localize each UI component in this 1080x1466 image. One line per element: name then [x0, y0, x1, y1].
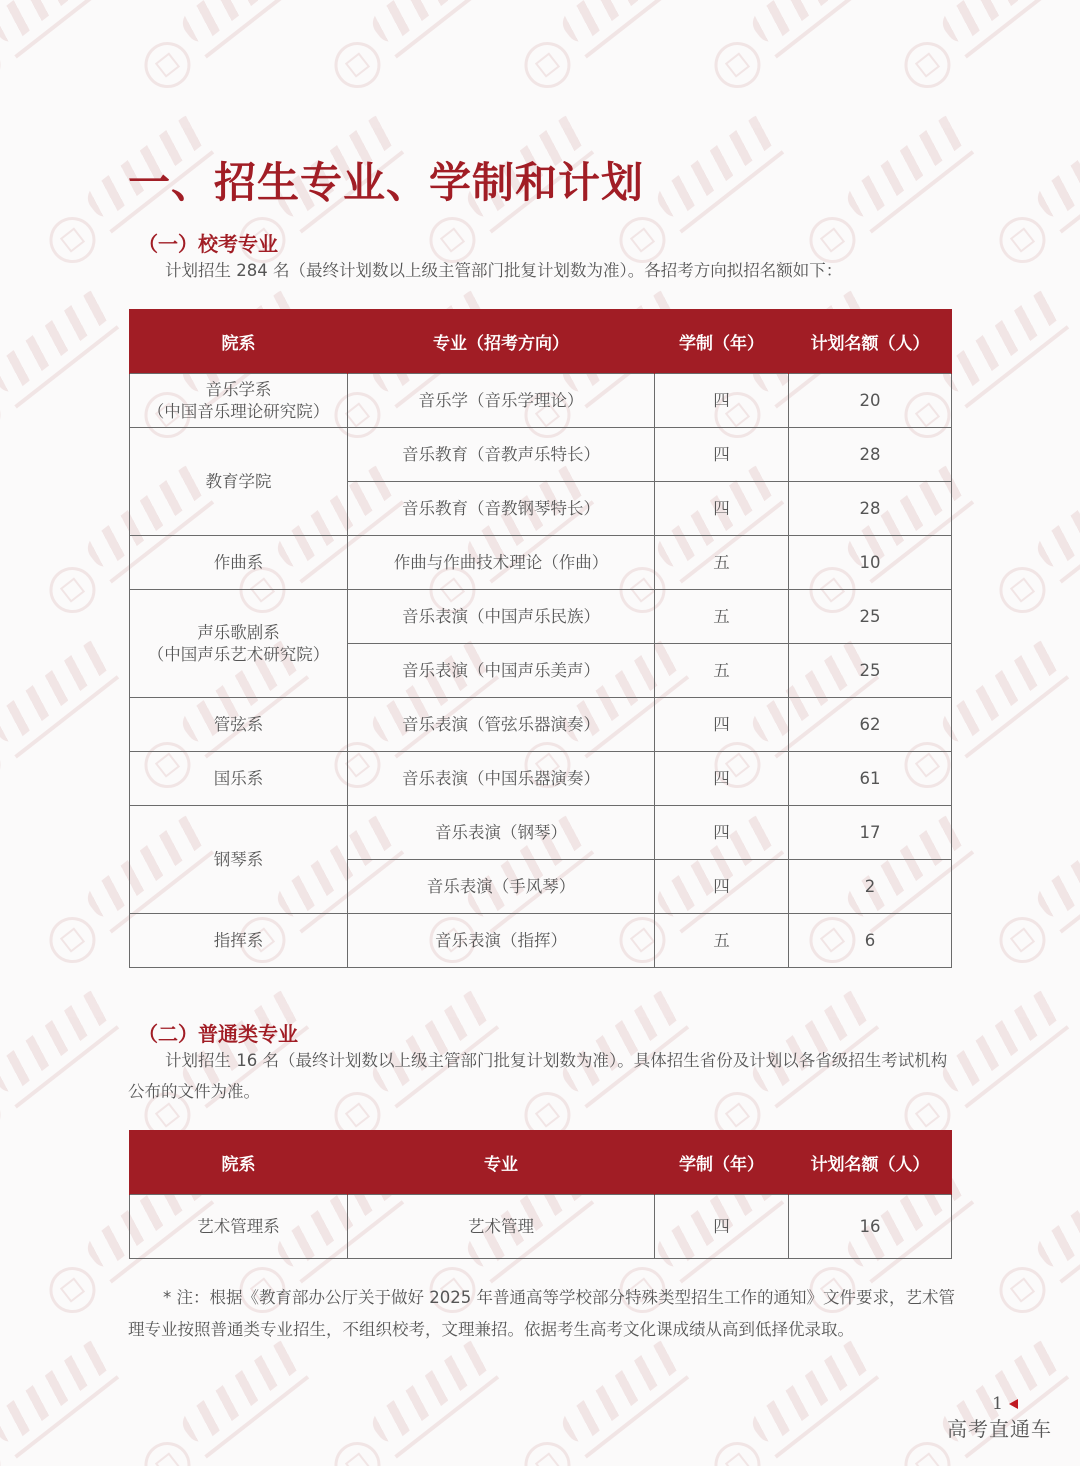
major-cell: 音乐表演（指挥）	[348, 914, 655, 968]
department-cell: 管弦系	[130, 698, 348, 752]
major-cell: 音乐表演（管弦乐器演奏）	[348, 698, 655, 752]
column-header-department: 院系	[130, 309, 348, 374]
section-heading-general: （二）普通类专业	[138, 1022, 298, 1046]
quota-cell: 16	[789, 1195, 952, 1259]
school-exam-majors-table	[129, 309, 952, 968]
major-cell: 音乐教育（音教钢琴特长）	[348, 482, 655, 536]
quota-cell: 17	[789, 806, 952, 860]
duration-cell: 四	[655, 860, 789, 914]
column-header-major: 专业（招考方向）	[348, 309, 655, 374]
table-header-row	[130, 1130, 952, 1195]
quota-cell: 61	[789, 752, 952, 806]
column-header-major: 专业	[348, 1130, 655, 1195]
quota-cell: 20	[789, 374, 952, 428]
department-cell: 国乐系	[130, 752, 348, 806]
table-row	[130, 698, 952, 752]
department-cell: 艺术管理系	[130, 1195, 348, 1259]
duration-cell: 五	[655, 590, 789, 644]
department-cell: 作曲系	[130, 536, 348, 590]
watermark-stamp	[114, 0, 345, 129]
table-row	[130, 914, 952, 968]
duration-cell: 五	[655, 536, 789, 590]
quota-cell: 10	[789, 536, 952, 590]
watermark-stamp	[969, 86, 1080, 304]
page-number	[992, 1394, 1018, 1414]
watermark-stamp	[874, 0, 1080, 129]
duration-cell: 四	[655, 806, 789, 860]
duration-cell: 四	[655, 428, 789, 482]
major-cell: 音乐表演（钢琴）	[348, 806, 655, 860]
table-row	[130, 806, 952, 860]
section-intro-general: 计划招生 16 名（最终计划数以上级主管部门批复计划数为准）。具体招生省份及计划以各省级招生考试机构公布的文件为准。	[128, 1051, 948, 1101]
table-row	[130, 374, 952, 428]
major-cell: 音乐表演（中国声乐美声）	[348, 644, 655, 698]
major-cell: 艺术管理	[348, 1195, 655, 1259]
duration-cell: 四	[655, 698, 789, 752]
quota-cell: 6	[789, 914, 952, 968]
department-name: 音乐学系 （中国音乐理论研究院）	[147, 379, 330, 421]
quota-cell: 28	[789, 428, 952, 482]
duration-cell: 五	[655, 644, 789, 698]
major-cell: 音乐表演（中国乐器演奏）	[348, 752, 655, 806]
general-majors-table	[129, 1130, 952, 1259]
quota-cell: 25	[789, 644, 952, 698]
quota-cell: 62	[789, 698, 952, 752]
department-cell	[130, 374, 348, 428]
major-cell: 音乐表演（手风琴）	[348, 860, 655, 914]
table-row	[130, 590, 952, 644]
watermark-stamp	[0, 0, 156, 129]
department-cell	[130, 590, 348, 698]
quota-cell: 28	[789, 482, 952, 536]
section-intro-school-exam: 计划招生 284 名（最终计划数以上级主管部门批复计划数为准）。各招考方向拟招名额如下：	[165, 261, 843, 280]
watermark-stamp	[969, 1136, 1080, 1354]
watermark-stamp	[969, 786, 1080, 1004]
column-header-quota: 计划名额（人）	[789, 309, 952, 374]
table-row	[130, 1195, 952, 1259]
major-cell: 作曲与作曲技术理论（作曲）	[348, 536, 655, 590]
left-arrow-icon	[1009, 1399, 1018, 1409]
table-header-row	[130, 309, 952, 374]
quota-cell: 25	[789, 590, 952, 644]
major-cell: 音乐学（音乐学理论）	[348, 374, 655, 428]
watermark-stamp	[684, 0, 915, 129]
table-row	[130, 536, 952, 590]
page-number-value: 1	[992, 1394, 1003, 1414]
footnote: * 注：根据《教育部办公厅关于做好 2025 年普通高等学校部分特殊类型招生工作的通知》文件要求，艺术管理专业按照普通类专业招生，不组织校考，文理兼招。依据考生高考文化课成绩从高到低择优录取。	[128, 1288, 955, 1339]
watermark-stamp	[969, 436, 1080, 654]
duration-cell: 五	[655, 914, 789, 968]
duration-cell: 四	[655, 1195, 789, 1259]
major-cell: 音乐表演（中国声乐民族）	[348, 590, 655, 644]
department-cell: 指挥系	[130, 914, 348, 968]
department-cell: 教育学院	[130, 428, 348, 536]
duration-cell: 四	[655, 482, 789, 536]
department-name: 声乐歌剧系 （中国声乐艺术研究院）	[147, 622, 330, 664]
table-row	[130, 428, 952, 482]
section-heading-school-exam: （一）校考专业	[138, 232, 278, 256]
page-title: 一、招生专业、学制和计划	[128, 158, 645, 207]
column-header-duration: 学制（年）	[655, 1130, 789, 1195]
watermark-stamp	[304, 0, 535, 129]
duration-cell: 四	[655, 752, 789, 806]
department-cell: 钢琴系	[130, 806, 348, 914]
column-header-quota: 计划名额（人）	[789, 1130, 952, 1195]
table-row	[130, 752, 952, 806]
quota-cell: 2	[789, 860, 952, 914]
major-cell: 音乐教育（音教声乐特长）	[348, 428, 655, 482]
duration-cell: 四	[655, 374, 789, 428]
corner-brand-label: 高考直通车	[947, 1417, 1052, 1441]
column-header-duration: 学制（年）	[655, 309, 789, 374]
column-header-department: 院系	[130, 1130, 348, 1195]
watermark-stamp	[494, 0, 725, 129]
